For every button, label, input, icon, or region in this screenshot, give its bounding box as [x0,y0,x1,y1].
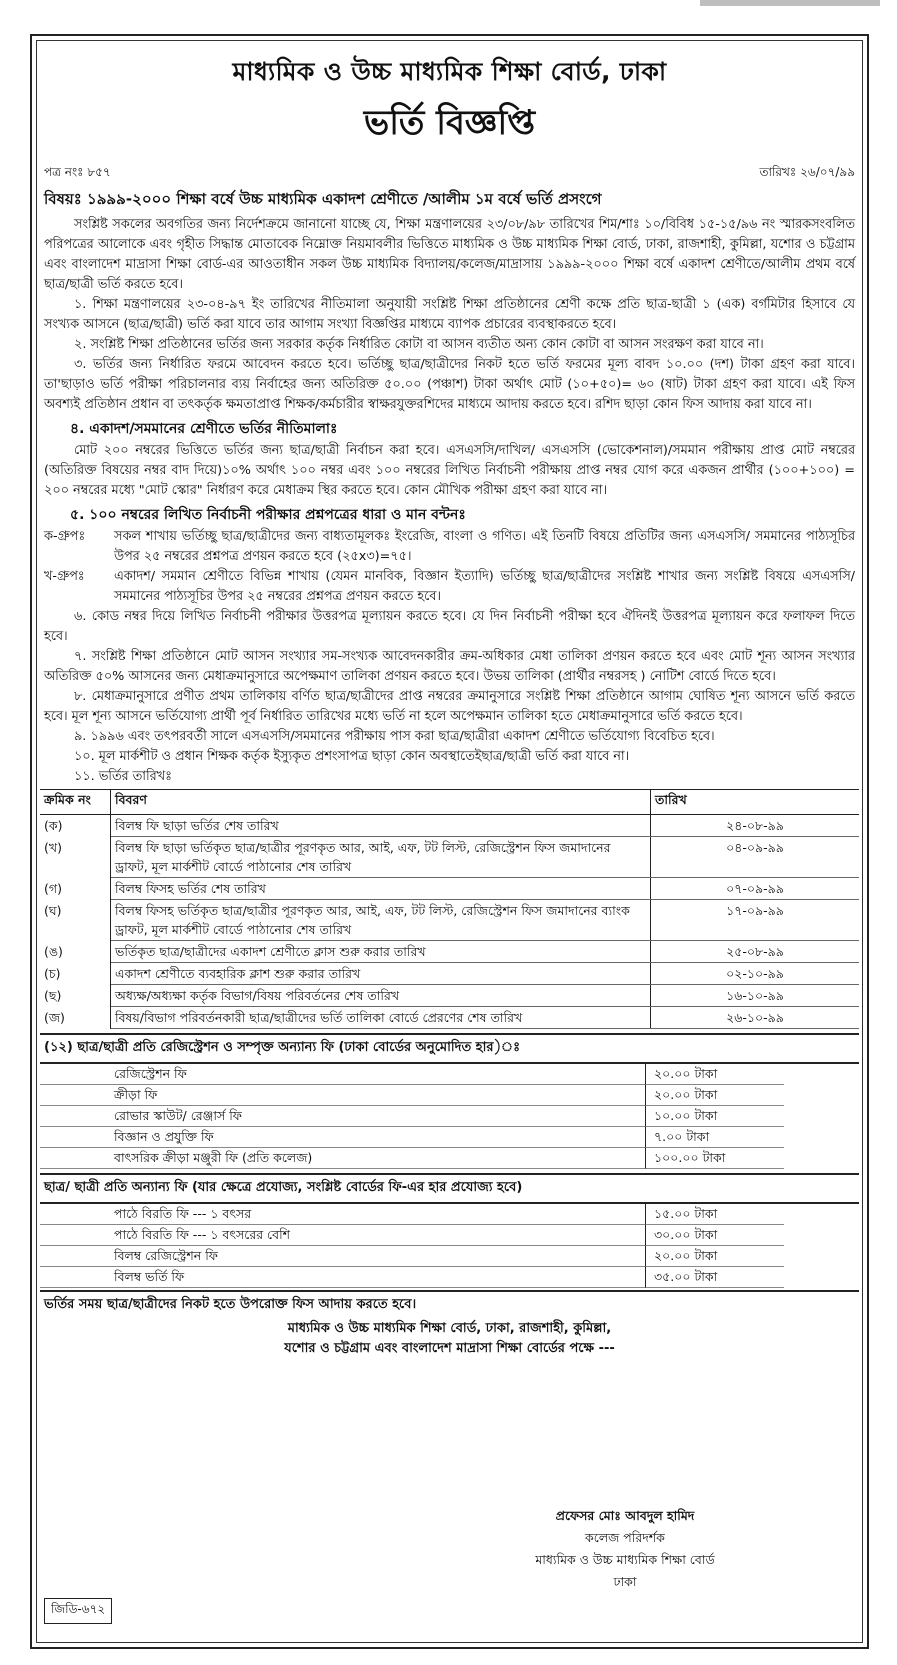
signature-block [460,1505,790,1593]
row-description: অধ্যক্ষ/অধ্যক্ষা কর্তৃক বিভাগ/বিষয় পরিবর্তনের শেষ তারিখ [111,985,651,1007]
signatory-city: ঢাকা [613,1574,637,1589]
group-kha-label: খ-গ্রুপঃ [44,569,85,584]
col-description: বিবরণ [111,790,651,815]
fee-amount: ১০০.০০ টাকা [645,1148,784,1169]
group-ka-label: ক-গ্রুপঃ [44,529,86,544]
row-description: ভর্তিকৃত ছাত্র/ছাত্রীদের একাদশ শ্রেণীতে ক্লাস শুরু করার তারিখ [111,941,651,963]
row-serial: (জ) [40,1007,111,1029]
fee-row [40,1106,859,1127]
fee-label: বিজ্ঞান ও প্রযুক্তি ফি [40,1127,645,1148]
gd-code: জিডি-৬৭২ [44,1598,112,1624]
rule-11: ১১. ভর্তির তারিখঃ [74,769,172,784]
table-row [40,900,859,941]
row-description: বিলম্ব ফিসহ ভর্তিকৃত ছাত্র/ছাত্রীর পূরণকৃত আর, আই, এফ, টট লিস্ট, রেজিস্ট্রেশন ফিস জমাদানের ব্যাংক ড্রাফট, মূল মার্কশীট বোর্ডে পাঠানোর শেষ তারিখ [111,900,651,941]
boards-line-2: যশোর ও চট্টগ্রাম এবং বাংলাদেশ মাদ্রাসা শিক্ষা বোর্ডের পক্ষে --- [284,1341,615,1356]
row-description: বিলম্ব ফিসহ ভর্তির শেষ তারিখ [111,878,651,900]
intro-paragraph: সংশ্লিষ্ট সকলের অবগতির জন্য নির্দেশক্রমে জানানো যাচ্ছে যে, শিক্ষা মন্ত্রণালয়ের ২৩/০৮/৯৮ তারিখের শিম/শাঃ ১০/বিবিধ ১৫-১৫/৯৬ নং স্মারকসংবলিত পরিপত্রের আলোকে এবং গৃহীত সিদ্ধান্ত মোতাবেক নিম্নোক্ত নিয়মাবলীর ভিত্তিতে মাধ্যমিক ও উচ্চ মাধ্যমিক শিক্ষা বোর্ড, ঢাকা, রাজশাহী, কুমিল্লা, যশোর ও চট্টগ্রাম এবং বাংলাদেশ মাদ্রাসা শিক্ষা বোর্ড-এর আওতাধীন সকল উচ্চ মাধ্যমিক বিদ্যালয়/কলেজ/মাদ্রাসায় ১৯৯৯-২০০০ শিক্ষা বর্ষে একাদশ শ্রেণীতে/আলীম প্রথম বর্ষে ছাত্র/ছাত্রী ভর্তি করতে হবে। [44,217,855,292]
notice-date: তারিখঃ ২৬/০৭/৯৯ [759,165,855,179]
rule-3: ৩. ভর্তির জন্য নির্ধারিত ফরমে আবেদন করতে হবে। ভর্তিচ্ছু ছাত্র/ছাত্রীদের নিকট হতে ভর্তি ফরমের মূল্য বাবদ ১০.০০ (দশ) টাকা গ্রহণ করা যাবে। তা'ছাড়াও ভর্তি পরীক্ষা পরিচালনার ব্যয় নির্বাহের জন্য অতিরিক্ত ৫০.০০ (পঞ্চাশ) টাকা অর্থাৎ মোট (১০+৫০)= ৬০ (ষাট) টাকা গ্রহণ করা যাবে। এই ফিস অবশ্যই প্রতিষ্ঠান প্রধান বা তৎকর্তৃক ক্ষমতাপ্রাপ্ত শিক্ষক/কর্মচারীর স্বাক্ষরযুক্তরশিদের মাধ্যমে আদায় করতে হবে। রশিদ ছাড়া কোন ফিস আদায় করা যাবে না। [44,357,855,412]
fee-row [40,1127,859,1148]
fee-row [40,1246,859,1267]
fee-label: ক্রীড়া ফি [40,1085,645,1106]
fee-label: বিলম্ব রেজিস্ট্রেশন ফি [40,1246,645,1267]
row-serial: (ঘ) [40,900,111,941]
row-serial: (চ) [40,963,111,985]
table-row [40,985,859,1007]
col-date: তারিখ [651,790,860,815]
table-row [40,878,859,900]
row-date: ১৭-০৯-৯৯ [651,900,860,941]
fee-row [40,1064,859,1085]
admission-schedule-table [40,789,859,1029]
scan-edge [700,0,880,6]
memo-number: পত্র নংঃ ৮৫৭ [44,165,111,179]
row-date: ০৪-০৯-৯৯ [651,837,860,878]
table-row [40,941,859,963]
fee-amount: ৩০.০০ টাকা [645,1225,784,1246]
rule-8: ৮. মেধাক্রমানুসারে প্রণীত প্রথম তালিকায় বর্ণিত ছাত্র/ছাত্রীদের প্রাপ্ত নম্বরের ক্রমানুসারে সংশ্লিষ্ট শিক্ষা প্রতিষ্ঠানে আগাম ঘোষিত শূন্য আসনে ভর্তি করতে হবে। মূল শূন্য আসনে ভর্তিযোগ্য প্রার্থী পূর্ব নির্ধারিত তারিখের মধ্যে ভর্তি না হলে অপেক্ষমান তালিকা হতে মেধাক্রমানুসারে ভর্তি করতে হবে। [44,689,855,724]
row-date: ০২-১০-৯৯ [651,963,860,985]
rule-10: ১০. মূল মার্কশীট ও প্রধান শিক্ষক কর্তৃক ইস্যুকৃত প্রশংসাপত্র ছাড়া কোন অবস্থাতেইছাত্র/ছাত্রী ভর্তি করা যাবে না। [74,749,630,764]
rule-5-heading: ৫. ১০০ নম্বরের লিখিত নির্বাচনী পরীক্ষার প্রশ্নপত্রের ধারা ও মান বন্টনঃ [70,507,466,523]
row-serial: (গ) [40,878,111,900]
rule-1: ১. শিক্ষা মন্ত্রণালয়ের ২৩-০৪-৯৭ ইং তারিখের নীতিমালা অনুযায়ী সংশ্লিষ্ট শিক্ষা প্রতিষ্ঠানের শ্রেণী কক্ষে প্রতি ছাত্র-ছাত্রী ১ (এক) বর্গমিটার হিসাবে যে সংখ্যক আসনে (ছাত্র/ছাত্রী) ভর্তি করা যাবে তার আগাম সংখ্যা বিজ্ঞপ্তির মাধ্যমে ব্যাপক প্রচারের ব্যবস্থাকরতে হবে। [44,297,855,332]
subject-line: বিষয়ঃ ১৯৯৯-২০০০ শিক্ষা বর্ষে উচ্চ মাধ্যমিক একাদশ শ্রেণীতে /আলীম ১ম বর্ষে ভর্তি প্রসংগে [44,190,602,208]
fee-label: পাঠে বিরতি ফি --- ১ বৎসরের বেশি [40,1225,645,1246]
group-ka [40,527,859,567]
col-serial: ক্রমিক নং [40,790,111,815]
group-kha [40,567,859,607]
row-description: বিষয়/বিভাগ পরিবর্তনকারী ছাত্র/ছাত্রীদের ভর্তি তালিকা বোর্ডে প্রেরণের শেষ তারিখ [111,1007,651,1029]
fee-amount: ৩৫.০০ টাকা [645,1267,784,1288]
signatory-title: কলেজ পরিদর্শক [585,1530,665,1545]
row-description: একাদশ শ্রেণীতে ব্যবহারিক ক্লাশ শুরু করার তারিখ [111,963,651,985]
fee-amount: ১৫.০০ টাকা [645,1204,784,1225]
row-serial: (খ) [40,837,111,878]
fee-row [40,1267,859,1288]
reference-row [40,164,859,184]
fee-row [40,1225,859,1246]
fee-collection-note: ভর্তির সময় ছাত্র/ছাত্রীদের নিকট হতে উপরোক্ত ফিস আদায় করতে হবে। [40,1290,859,1319]
table-row [40,815,859,837]
table-row [40,1007,859,1029]
row-description: বিলম্ব ফি ছাড়া ভর্তিকৃত ছাত্র/ছাত্রীর পূরণকৃত আর, আই, এফ, টট লিস্ট, রেজিস্ট্রেশন ফিস জমাদানের ড্রাফট, মূল মার্কশীট বোর্ডে পাঠানোর শেষ তারিখ [111,837,651,878]
row-serial: (ক) [40,815,111,837]
other-fees-heading: ছাত্র/ ছাত্রী প্রতি অন্যান্য ফি (যার ক্ষেত্রে প্রযোজ্য, সংশ্লিষ্ট বোর্ডের ফি-এর হার প্রযোজ্য হবে) [40,1173,859,1204]
registration-fees-heading: (১২) ছাত্র/ছাত্রী প্রতি রেজিস্ট্রেশন ও সম্পৃক্ত অন্যান্য ফি (ঢাকা বোর্ডের অনুমোদিত হার)ঃ [40,1033,859,1064]
notice-content [40,44,859,1359]
fee-row [40,1148,859,1169]
fee-label: পাঠে বিরতি ফি --- ১ বৎসর [40,1204,645,1225]
row-date: ১৬-১০-৯৯ [651,985,860,1007]
fee-row [40,1204,859,1225]
signatory-name: প্রফেসর মোঃ আবদুল হামিদ [555,1508,695,1523]
rule-4: মোট ২০০ নম্বরের ভিত্তিতে ভর্তির জন্য ছাত্র/ছাত্রী নির্বাচন করা হবে। এসএসসি/দাখিল/ এসএসসি (ভোকেশনাল)/সমমান পরীক্ষায় প্রাপ্ত মোট নম্বরের (অতিরিক্ত বিষয়ের নম্বর বাদ দিয়ে)১০% অর্থাৎ ১০০ নম্বর এবং ১০০ নম্বরের লিখিত নির্বাচনী পরীক্ষায় প্রাপ্ত নম্বর যোগ করে একজন প্রার্থীর (১০০+১০০) = ২০০ নম্বরের মধ্যে "মোট স্কোর" নির্ধারণ করে মেধাক্রম স্থির করতে হবে। কোন মৌখিক পরীক্ষা গ্রহণ করা যাবে না। [44,443,855,498]
rule-2: ২. সংশ্লিষ্ট শিক্ষা প্রতিষ্ঠানের ভর্তির জন্য সরকার কর্তৃক নির্ধারিত কোটা বা আসন ব্যতীত অন্য কোন কোটা বা আসন সংরক্ষণ করা যাবে না। [74,337,764,352]
board-name: মাধ্যমিক ও উচ্চ মাধ্যমিক শিক্ষা বোর্ড, ঢাকা [232,57,667,86]
fee-amount: ১০.০০ টাকা [645,1106,784,1127]
rule-9: ৯. ১৯৯৬ এবং তৎপরবর্তী সালে এসএসসি/সমমানের পরীক্ষায় পাস করা ছাত্র/ছাত্রীরা একাদশ শ্রেণীতে ভর্তিযোগ্য বিবেচিত হবে। [74,729,715,744]
notice-title: ভর্তি বিজ্ঞপ্তি [363,103,536,143]
group-kha-text: একাদশ/ সমমান শ্রেণীতে বিভিন্ন শাখায় (যেমন মানবিক, বিজ্ঞান ইত্যাদি) ভর্তিচ্ছু ছাত্র/ছাত্রীদের সংশ্লিষ্ট শাখার জন্য সংশ্লিষ্ট বিষয়ে এসএসসি/ সমমানের পাঠ্যসূচির উপর ২৫ নম্বরের প্রশ্নপত্র প্রণয়ন করতে হবে। [114,569,855,604]
row-serial: (ছ) [40,985,111,1007]
table-row [40,963,859,985]
fee-label: রোভার স্কাউট/ রেঞ্জার্স ফি [40,1106,645,1127]
fee-label: বিলম্ব ভর্তি ফি [40,1267,645,1288]
row-date: ২৬-১০-৯৯ [651,1007,860,1029]
fee-amount: ২০.০০ টাকা [645,1246,784,1267]
rule-7: ৭. সংশ্লিষ্ট শিক্ষা প্রতিষ্ঠানে মোট আসন সংখ্যার সম-সংখ্যক আবেদনকারীর ক্রম-অধিকার মেধা তালিকা প্রণয়ন করতে হবে এবং মোট শূন্য আসন সংখ্যার অতিরিক্ত ৫০% আসনের জন্য মেধাক্রমানুসারে অপেক্ষমাণ তালিকা প্রণয়ন করতে হবে। উভয় তালিকা (প্রার্থীর নম্বরসহ ) নোটিশ বোর্ডে দিতে হবে। [44,649,855,684]
rule-6: ৬. কোড নম্বর দিয়ে লিখিত নির্বাচনী পরীক্ষার উত্তরপত্র মূল্যায়ন করতে হবে। যে দিন নির্বাচনী পরীক্ষা হবে ঐদিনই উত্তরপত্র মূল্যায়ন করে ফলাফল দিতে হবে। [44,609,855,644]
signatory-org: মাধ্যমিক ও উচ্চ মাধ্যমিক শিক্ষা বোর্ড [535,1552,715,1567]
row-date: ০৭-০৯-৯৯ [651,878,860,900]
schedule-header-row [40,790,859,815]
fee-amount: ২০.০০ টাকা [645,1064,784,1085]
boards-line-1: মাধ্যমিক ও উচ্চ মাধ্যমিক শিক্ষা বোর্ড, ঢাকা, রাজশাহী, কুমিল্লা, [287,1321,612,1336]
row-description: বিলম্ব ফি ছাড়া ভর্তির শেষ তারিখ [111,815,651,837]
fee-row [40,1085,859,1106]
group-ka-text: সকল শাখায় ভর্তিচ্ছু ছাত্র/ছাত্রীদের জন্য বাধ্যতামূলকঃ ইংরেজি, বাংলা ও গণিত। এই তিনটি বিষয়ে প্রতিটির জন্য এসএসসি/ সমমানের পাঠ্যসূচির উপর ২৫ নম্বরের প্রশ্নপত্র প্রণয়ন করতে হবে (২৫x৩)=৭৫। [114,529,855,564]
fee-label: রেজিস্ট্রেশন ফি [40,1064,645,1085]
fee-amount: ৭.০০ টাকা [645,1127,784,1148]
row-date: ২৪-০৮-৯৯ [651,815,860,837]
rule-4-heading: ৪. একাদশ/সমমানের শ্রেণীতে ভর্তির নীতিমালাঃ [70,421,338,437]
row-serial: (ঙ) [40,941,111,963]
fee-label: বাৎসরিক ক্রীড়া মঞ্জুরী ফি (প্রতি কলেজ) [40,1148,645,1169]
fee-amount: ২০.০০ টাকা [645,1085,784,1106]
table-row [40,837,859,878]
row-date: ২৫-০৮-৯৯ [651,941,860,963]
